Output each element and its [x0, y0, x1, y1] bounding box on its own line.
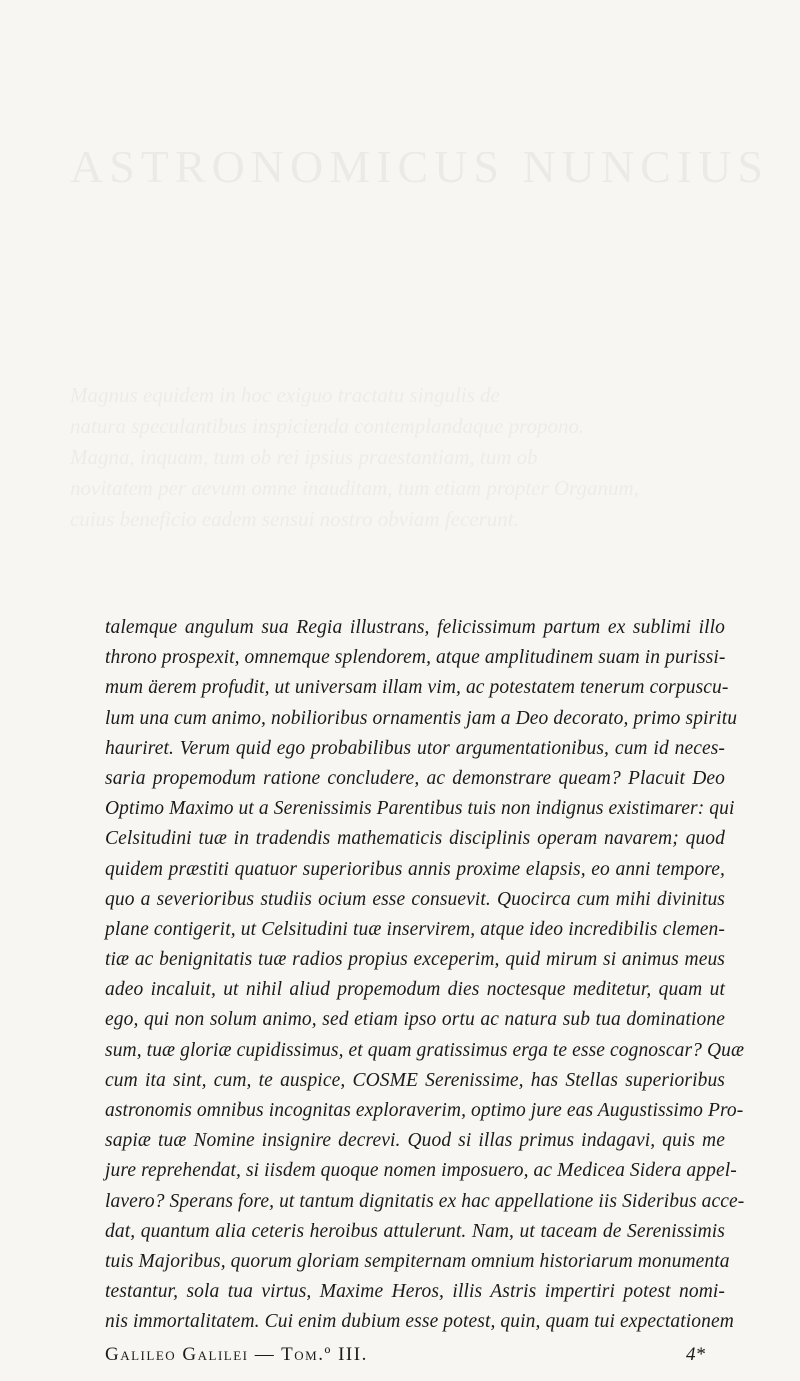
text-line: quo a severioribus studiis ocium esse consuevit. Quocirca cum mihi divinitus	[105, 888, 725, 910]
page-footer	[105, 1340, 725, 1370]
bleed-through-line	[70, 380, 750, 411]
text-line: mum äerem profudit, ut universam illam vim, ac potestatem tenerum corpuscu-	[105, 677, 729, 699]
text-line: testantur, sola tua virtus, Maxime Heros, illis Astris impertiri potest nomi-	[105, 1281, 725, 1303]
text-line: ego, qui non solum animo, sed etiam ipso ortu ac natura sub tua dominatione	[105, 1009, 725, 1031]
text-line: saria propemodum ratione concludere, ac demonstrare queam? Placuit Deo	[105, 767, 725, 789]
text-line: dat, quantum alia ceteris heroibus attulerunt. Nam, ut taceam de Serenissimis	[105, 1220, 725, 1242]
running-head: Galileo Galilei — Tom.º III.	[105, 1344, 368, 1365]
text-line: lavero? Sperans fore, ut tantum dignitatis ex hac appellatione iis Sideribus acce-	[105, 1190, 745, 1212]
text-line: quidem præstiti quatuor superioribus annis proxime elapsis, eo anni tempore,	[105, 858, 725, 880]
bleed-through-text	[70, 380, 750, 535]
text-line: plane contigerit, ut Celsitudini tuæ inservirem, atque ideo incredibilis clemen-	[105, 918, 725, 940]
body-text	[105, 613, 745, 1338]
text-line: jure reprehendat, si iisdem quoque nomen imposuero, ac Medicea Sidera appel-	[105, 1160, 737, 1182]
text-line: Celsitudini tuæ in tradendis mathematicis disciplinis operam navarem; quod	[105, 828, 725, 850]
text-line: sum, tuæ gloriæ cupidissimus, et quam gratissimus erga te esse cognoscar? Quæ	[105, 1039, 745, 1061]
signature-mark: 4*	[686, 1344, 705, 1365]
text-line: lum una cum animo, nobilioribus ornamentis jam a Deo decorato, primo spiritu	[105, 707, 738, 729]
text-line: tiæ ac benignitatis tuæ radios propius exceperim, quid mirum si animus meus	[105, 949, 725, 971]
text-line: hauriret. Verum quid ego probabilibus utor argumentationibus, cum id neces-	[105, 737, 725, 759]
text-line: sapiæ tuæ Nomine insignire decrevi. Quod si illas primus indagavi, quis me	[105, 1130, 725, 1152]
bleed-through-line	[70, 411, 750, 442]
bleed-through-heading	[70, 140, 730, 193]
text-line: tuis Majoribus, quorum gloriam sempiternam omnium historiarum monumenta	[105, 1250, 730, 1272]
text-line: adeo incaluit, ut nihil aliud propemodum dies noctesque meditetur, quam ut	[105, 979, 725, 1001]
text-line: astronomis omnibus incognitas exploraverim, optimo jure eas Augustissimo Pro-	[105, 1100, 744, 1121]
text-line: Optimo Maximo ut a Serenissimis Parentibus tuis non indignus existimarer: qui	[105, 798, 735, 820]
text-line: talemque angulum sua Regia illustrans, felicissimum partum ex sublimi illo	[105, 617, 725, 638]
text-line: throno prospexit, omnemque splendorem, atque amplitudinem suam in purissi-	[105, 647, 726, 669]
text-line: cum ita sint, cum, te auspice, COSME Serenissime, has Stellas superioribus	[105, 1069, 725, 1091]
bleed-through-line	[70, 504, 750, 535]
bleed-through-line	[70, 442, 750, 473]
text-line: nis immortalitatem. Cui enim dubium esse potest, quin, quam tui expectationem	[105, 1311, 734, 1333]
bleed-through-line	[70, 473, 750, 504]
